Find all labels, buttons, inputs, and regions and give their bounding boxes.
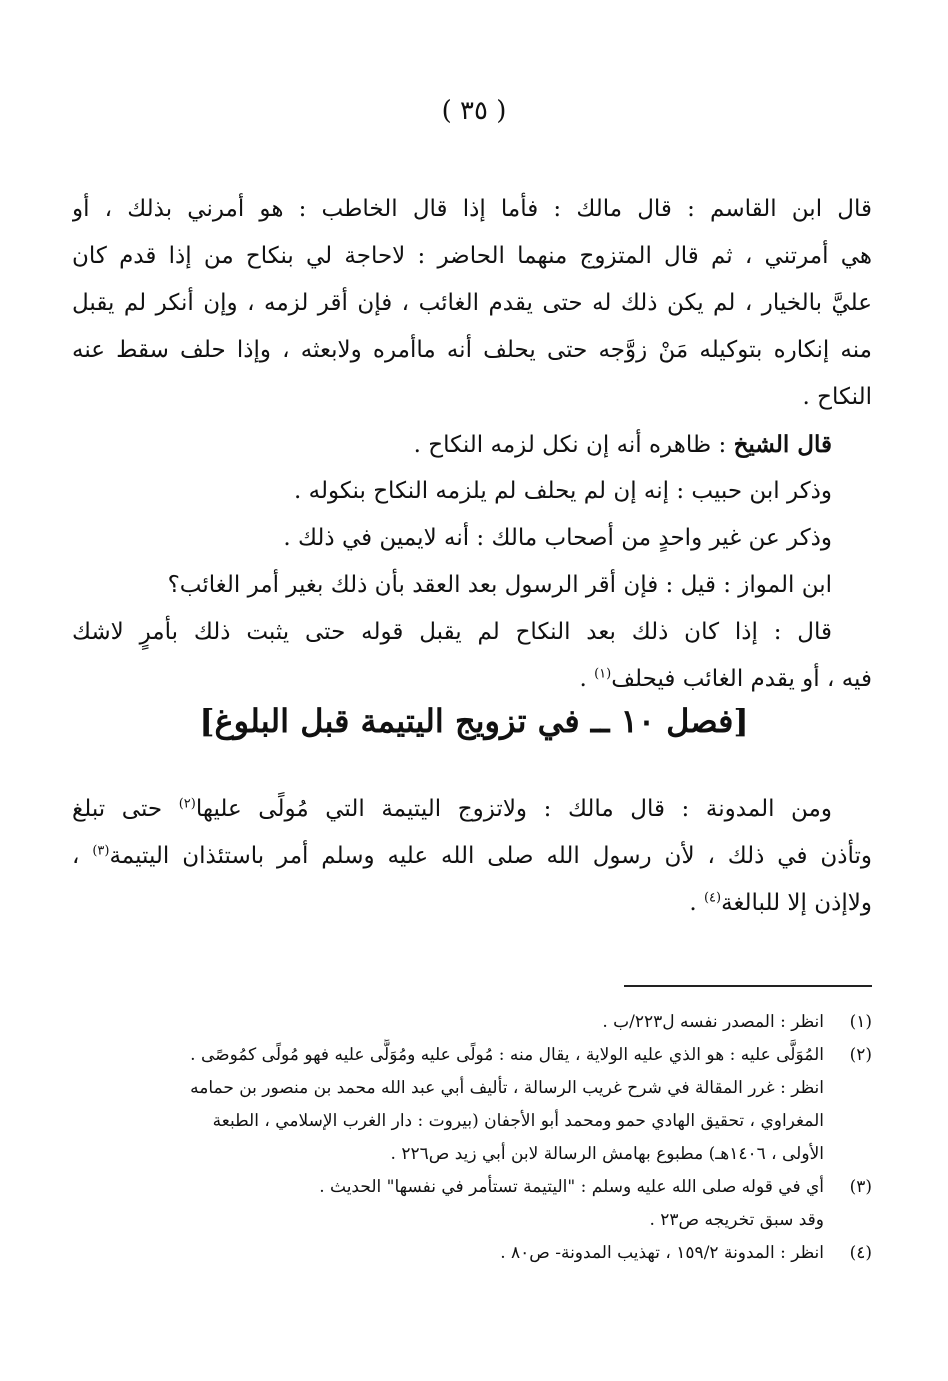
footnote-line: الأولى ، ١٤٠٦هـ) مطبوع بهامش الرسالة لابن أبي زيد ص٢٢٦ . — [390, 1144, 824, 1164]
footnote-item — [72, 1237, 872, 1270]
footnote-line: المُوَلَّى عليه : هو الذي عليه الولاية ، يقال منه : مُولًى عليه ومُوَلًّى عليه فهو مُولًى كمُوصًى . — [190, 1045, 824, 1065]
footnote-number: (٣) — [849, 1177, 872, 1197]
footnote-ref: (٤) — [703, 890, 722, 906]
footnote-number: (٢) — [849, 1045, 872, 1065]
text-line — [72, 833, 872, 880]
shaykh-label: قال الشيخ — [733, 431, 832, 458]
text-fragment: ولاإذن إلا للبالغة — [721, 890, 872, 916]
footnote-ref: (٣) — [92, 843, 110, 859]
footnote-number: (١) — [849, 1012, 872, 1032]
section-heading: [فصل ١٠ ــ في تزويج اليتيمة قبل البلوغ] — [199, 702, 749, 740]
text-fragment: . — [689, 890, 704, 916]
text-line: النكاح . — [802, 384, 872, 410]
footnote-item — [72, 1006, 872, 1039]
text-fragment: ومن المدونة : قال مالك : ولاتزوج اليتيمة التي مُولًى عليها — [195, 796, 832, 822]
text-line: قال ابن القاسم : قال مالك : فأما إذا قال الخاطب : هو أمرني بذلك ، أو — [72, 196, 872, 222]
text-line: قال : إذا كان ذلك بعد النكاح لم يقبل قوله حتى يثبت ذلك بأمرٍ لاشك — [72, 619, 832, 645]
footnotes — [72, 1006, 872, 1270]
text-line — [72, 786, 872, 833]
footnote-line: انظر : المصدر نفسه ل٢٢٣/ب . — [602, 1012, 824, 1032]
footnote-ref: (١) — [594, 666, 612, 682]
footnote-line: المغراوي ، تحقيق الهادي حمو ومحمد أبو الأجفان (بيروت : دار الغرب الإسلامي ، الطبعة — [212, 1111, 824, 1131]
text-line: وذكر ابن حبيب : إنه إن لم يحلف لم يلزمه النكاح بنكوله . — [294, 478, 832, 504]
footnote-item — [72, 1171, 872, 1237]
text-line — [72, 880, 872, 927]
footnote-line: انظر : المدونة ١٥٩/٢ ، تهذيب المدونة- ص٨٠ . — [500, 1243, 824, 1263]
text-line: وذكر عن غير واحدٍ من أصحاب مالك : أنه لايمين في ذلك . — [283, 525, 832, 551]
text-fragment: ، — [72, 843, 93, 869]
footnote-number: (٤) — [849, 1243, 872, 1263]
shaykh-line — [72, 421, 872, 468]
text-line: ابن المواز : قيل : فإن أقر الرسول بعد العقد بأن ذلك بغير أمر الغائب؟ — [167, 572, 832, 598]
page-number: ( ٣٥ ) — [441, 96, 507, 126]
shaykh-text: : ظاهره أنه إن نكل لزمه النكاح . — [413, 432, 734, 458]
text-fragment: فيه ، أو يقدم الغائب فيحلف — [611, 666, 872, 692]
footnote-divider — [624, 985, 872, 987]
opening-paragraph — [72, 186, 872, 703]
text-line: منه إنكاره بتوكيله مَنْ زوَّجه حتى يحلف أنه ماأمره ولابعثه ، وإذا حلف سقط عنه — [72, 337, 872, 363]
text-fragment: حتى تبلغ — [72, 796, 179, 822]
footnote-ref: (٢) — [178, 796, 196, 812]
text-line: هي أمرتني ، ثم قال المتزوج منهما الحاضر : لاحاجة لي بنكاح من إذا قدم كان — [72, 243, 872, 269]
text-fragment: . — [579, 666, 595, 692]
footnote-line: وقد سبق تخريجه ص٢٣ . — [649, 1210, 824, 1230]
section-paragraph — [72, 786, 872, 927]
text-fragment: وتأذن في ذلك ، لأن رسول الله صلى الله عليه وسلم أمر باستئذان اليتيمة — [109, 843, 872, 869]
footnote-item — [72, 1039, 872, 1171]
footnote-line: انظر : غرر المقالة في شرح غريب الرسالة ، تأليف أبي عبد الله محمد بن منصور بن حمامه — [190, 1078, 824, 1098]
footnote-line: أي في قوله صلى الله عليه وسلم : "اليتيمة تستأمر في نفسها" الحديث . — [319, 1177, 824, 1197]
text-line: عليَّ بالخيار ، لم يكن ذلك له حتى يقدم الغائب ، فإن أقر لزمه ، وإن أنكر لم يقبل — [72, 290, 872, 316]
